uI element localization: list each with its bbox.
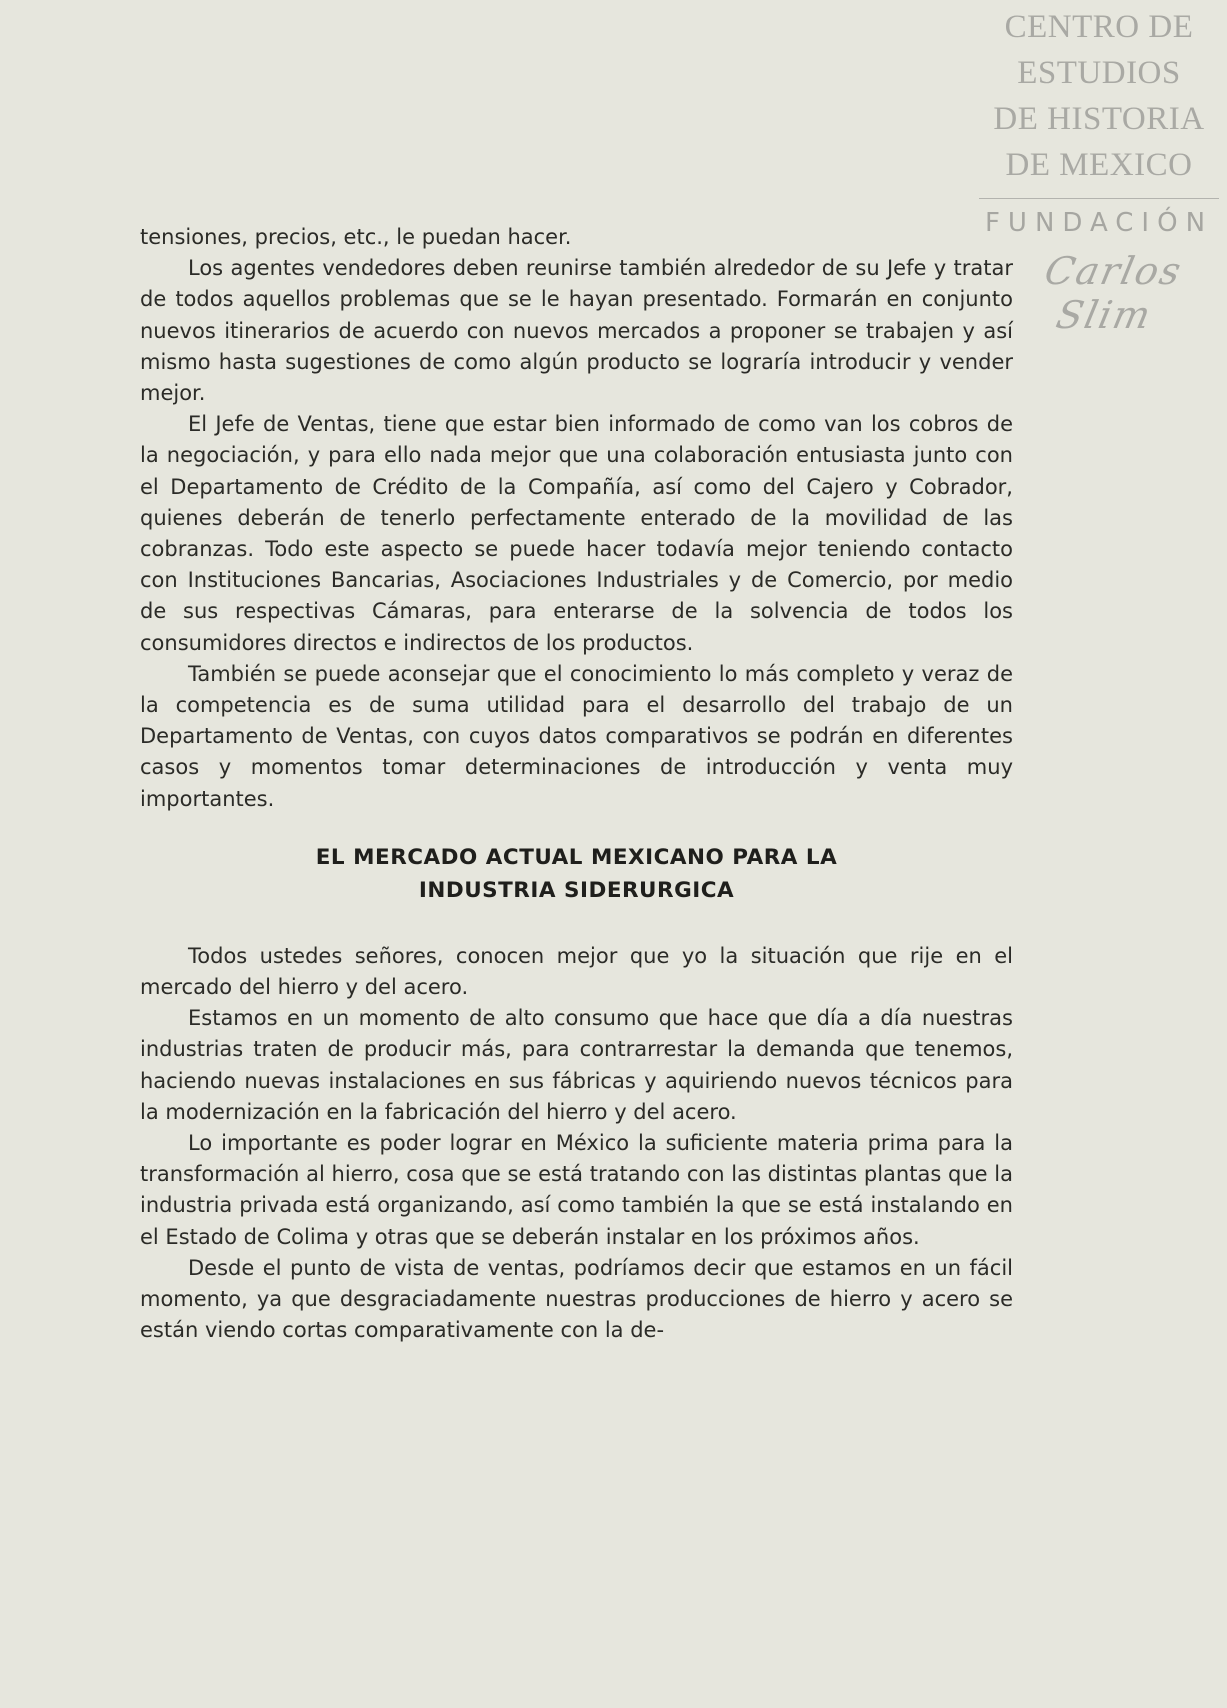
archive-watermark [979,4,1219,337]
document-body [140,222,1013,1347]
section-heading-line-2: INDUSTRIA SIDERURGICA [418,877,735,903]
watermark-signature: Carlos Slim [1040,249,1187,337]
paragraph-agentes: Los agentes vendedores deben reunirse también alrededor de su Jefe y tratar de todos aquellos problemas que se le hayan presentado. Formarán en conjunto nuevos itinerarios de acuerdo con nuevos mercados a proponer se trabajen y así mismo hasta sugestiones de como algún producto se lograría introducir y vender mejor. [140,256,1013,406]
watermark-foundation: FUNDACIÓN [984,208,1214,238]
paragraph-continuation: tensiones, precios, etc., le puedan hacer. [140,225,572,249]
paragraph-consumo: Estamos en un momento de alto consumo que hace que día a día nuestras industrias traten de producir más, para contrarrestar la demanda que tenemos, haciendo nuevas instalaciones en sus fábricas y aquiriendo nuevos técnicos para la modernización en la fabricación del hierro y del acero. [140,1006,1013,1124]
section-heading [140,841,1013,907]
paragraph-ventas: Desde el punto de vista de ventas, podríamos decir que estamos en un fácil momento, ya que desgraciadamente nuestras producciones de hierro y acero se están viendo cortas comparativamente con la de- [140,1255,1013,1343]
watermark-line-3: DE HISTORIA [993,101,1205,137]
watermark-line-2: ESTUDIOS [1017,55,1181,91]
paragraph-situacion: Todos ustedes señores, conocen mejor que yo la situación que rije en el mercado del hierro y del acero. [140,943,1013,1000]
paragraph-competencia: También se puede aconsejar que el conocimiento lo más completo y veraz de la competencia es de suma utilidad para el desarrollo del trabajo de un Departamento de Ventas, con cuyos datos comparativos se podrán en diferentes casos y momentos tomar determinaciones de introducción y venta muy importantes. [140,661,1013,811]
paragraph-jefe-ventas: El Jefe de Ventas, tiene que estar bien informado de como van los cobros de la negociación, y para ello nada mejor que una colaboración entusiasta junto con el Departamento de Crédito de la Compañía, así como del Cajero y Cobrador, quienes deberán de tenerlo perfectamente enterado de la movilidad de las cobranzas. Todo este aspecto se puede hacer todavía mejor teniendo contacto con Instituciones Bancarias, Asociaciones Industriales y de Comercio, por medio de sus respectivas Cámaras, para enterarse de la solvencia de todos los consumidores directos e indirectos de los productos. [140,412,1013,655]
section-heading-line-1: EL MERCADO ACTUAL MEXICANO PARA LA [315,844,838,870]
watermark-line-1: CENTRO DE [1004,9,1194,45]
watermark-line-4: DE MEXICO [1005,147,1193,183]
watermark-divider [979,198,1219,199]
paragraph-materia-prima: Lo importante es poder lograr en México la suficiente materia prima para la transformación al hierro, cosa que se está tratando con las distintas plantas que la industria privada está organizando, así como también la que se está instalando en el Estado de Colima y otras que se deberán instalar en los próximos años. [140,1131,1013,1249]
